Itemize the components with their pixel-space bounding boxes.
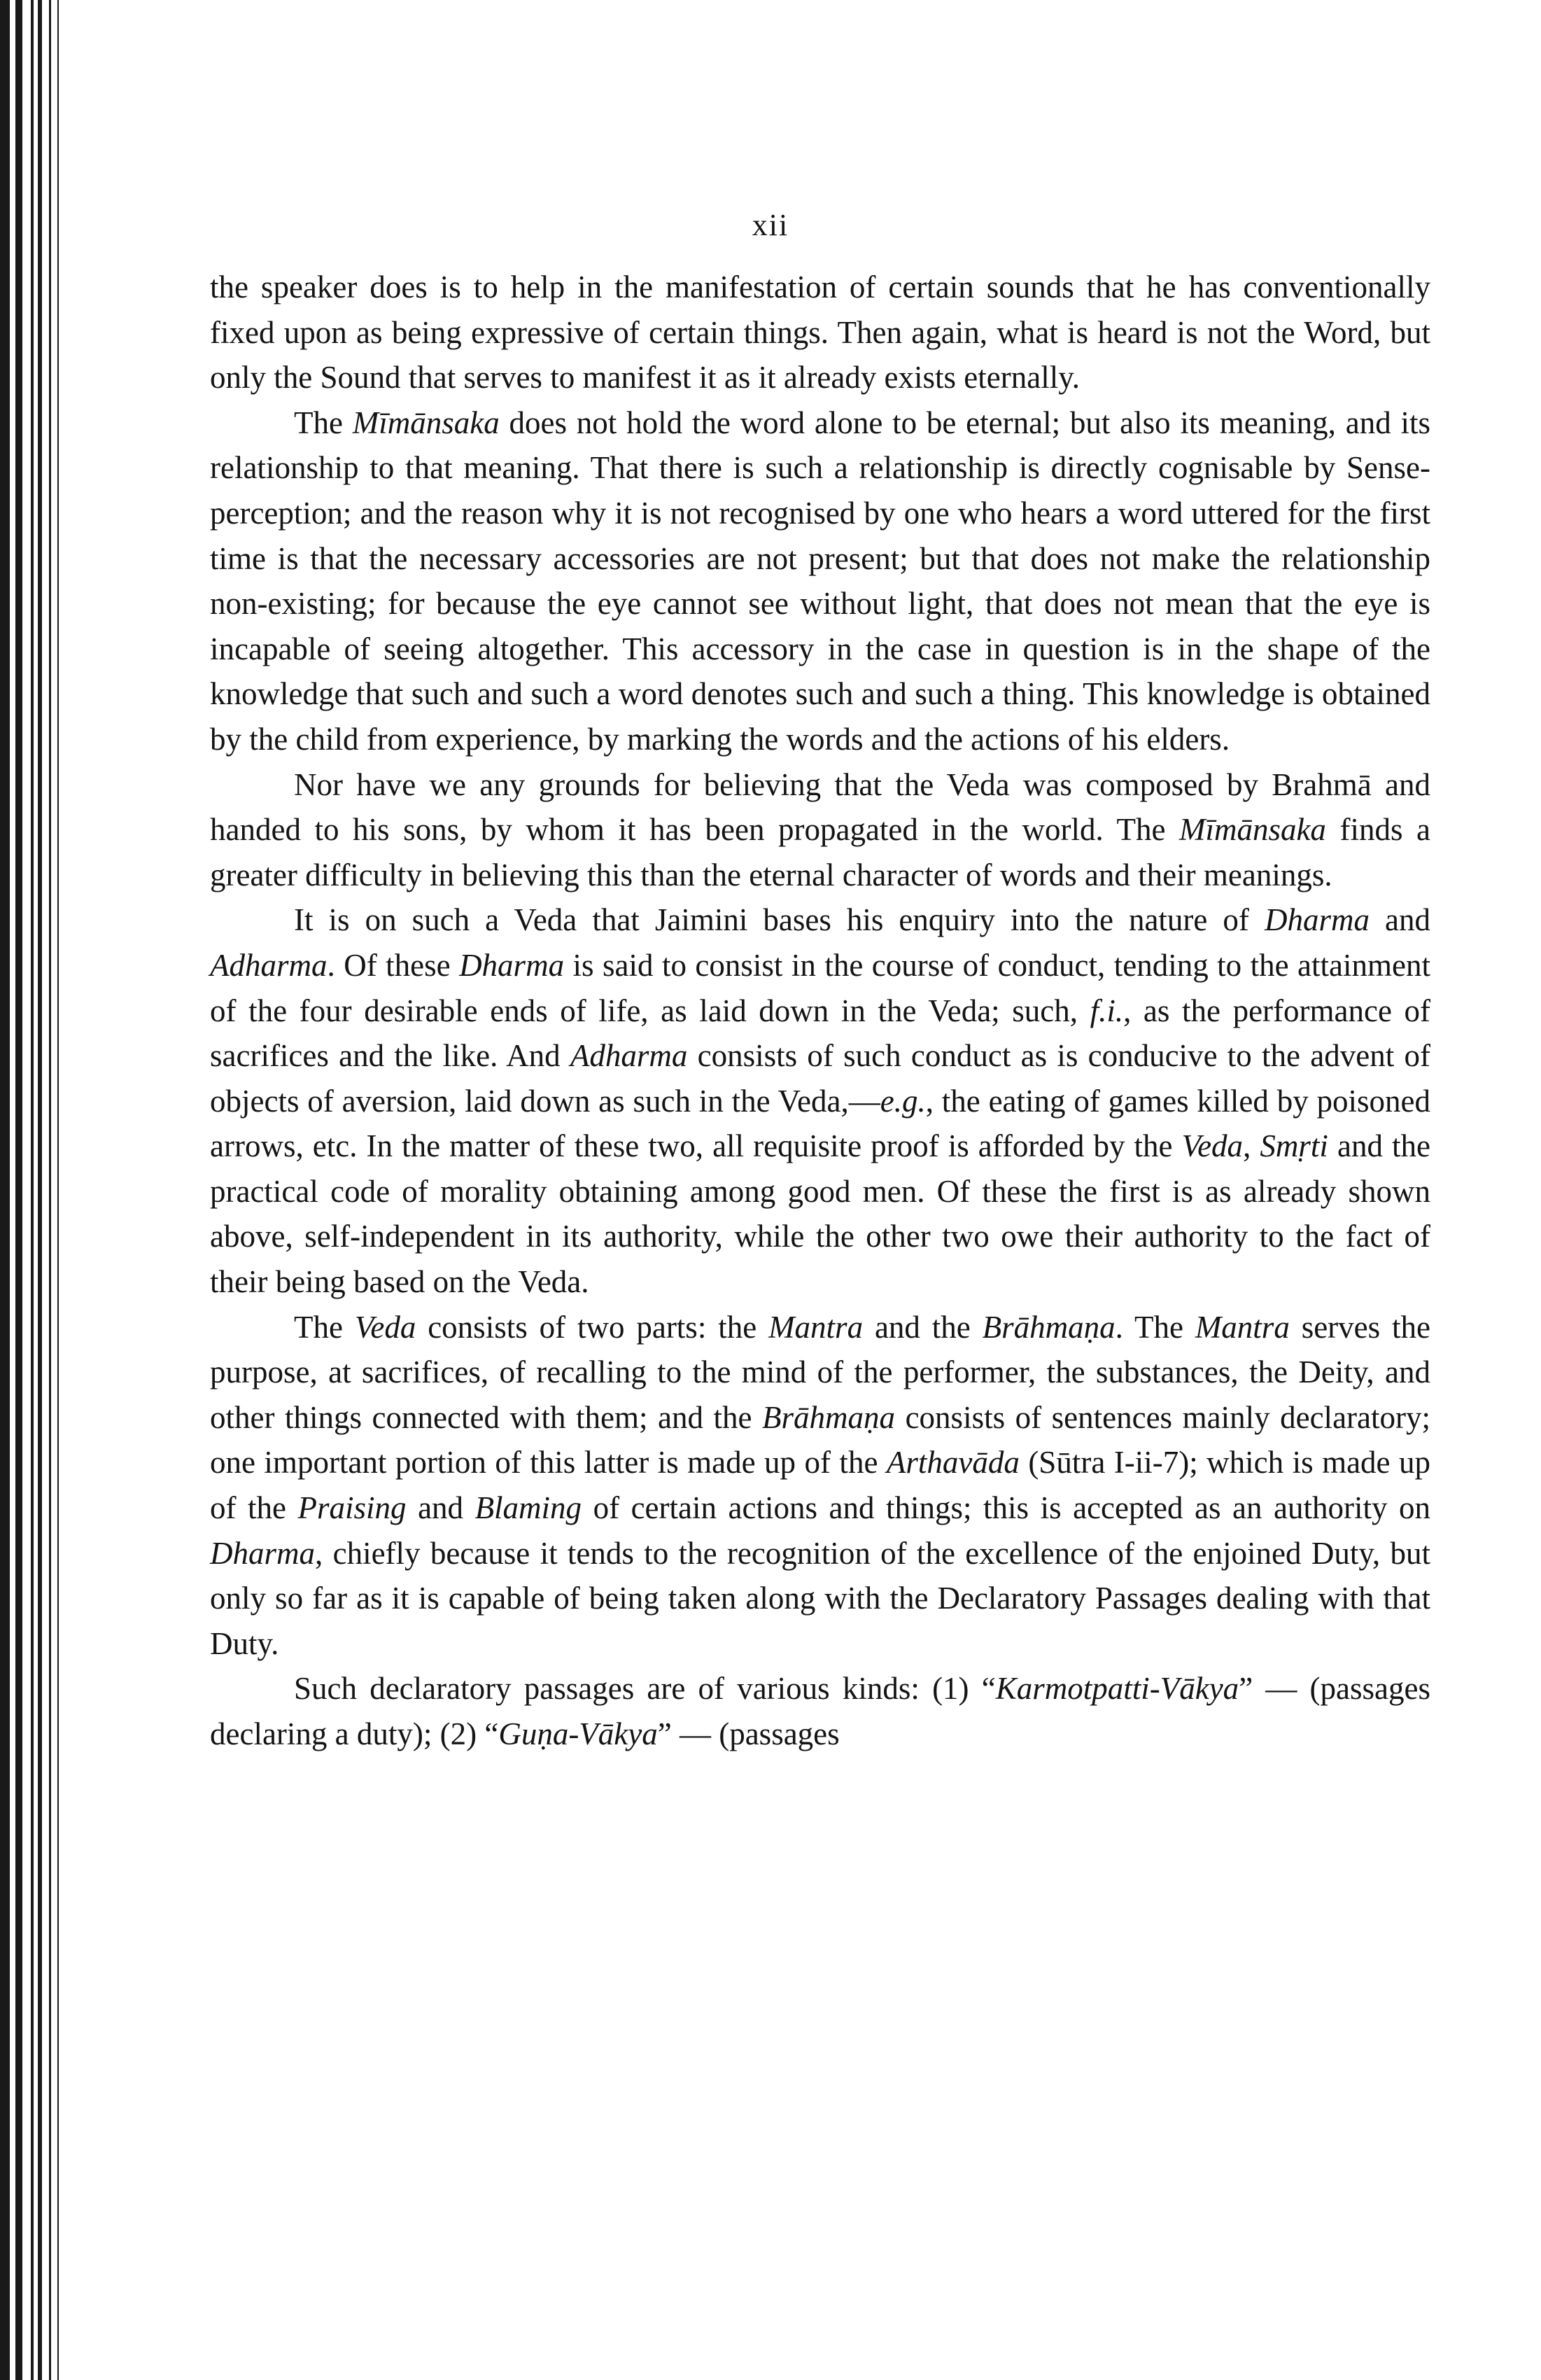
- paragraph-4: It is on such a Veda that Jaimini bases his enquiry into the nature of Dharma and Adharma. Of these Dharma is said to consist in the course of conduct, tending to the attainment of the four desirable ends of life, as laid down in the Veda; such, f.i., as the performance of sacrifices and the like. And Adharma consists of such conduct as is conducive to the advent of objects of aversion, laid down as such in the Veda,—e.g., the eating of games killed by poisoned arrows, etc. In the matter of these two, all requisite proof is afforded by the Veda, Smṛti and the practical code of morality obtaining among good men. Of these the first is as already shown above, self-independent in its authority, while the other two owe their authority to the fact of their being based on the Veda.: [210, 902, 1431, 1300]
- paragraph-5: The Veda consists of two parts: the Mantra and the Brāhmaṇa. The Mantra serves the purpose, at sacrifices, of recalling to the mind of the performer, the substances, the Deity, and other things connected with them; and the Brāhmaṇa consists of sentences mainly declaratory; one important portion of this latter is made up of the Arthavāda (Sūtra I-ii-7); which is made up of the Praising and Blaming of certain actions and things; this is accepted as an authority on Dharma, chiefly because it tends to the recognition of the excellence of the enjoined Duty, but only so far as it is capable of being taken along with the Declaratory Passages dealing with that Duty.: [210, 1309, 1431, 1661]
- paragraph-1: the speaker does is to help in the manifestation of certain sounds that he has conventionally fixed upon as being expressive of certain things. Then again, what is heard is not the Word, but only the Sound that serves to manifest it as it already exists eternally.: [210, 270, 1430, 396]
- book-binding-edge: [0, 0, 64, 2380]
- paragraph-6: Such declaratory passages are of various kinds: (1) “Karmotpatti-Vākya” — (passages declaring a duty); (2) “Guṇa-Vākya” — (passages: [210, 1671, 1430, 1751]
- paragraph-2: The Mīmānsaka does not hold the word alone to be eternal; but also its meaning, and its relationship to that meaning. That there is such a relationship is directly cognisable by Sense-perception; and the reason why it is not recognised by one who hears a word uttered for the first time is that the necessary accessories are not present; but that does not make the relationship non-existing; for because the eye cannot see without light, that does not mean that the eye is incapable of seeing altogether. This accessory in the case in question is in the shape of the knowledge that such and such a word denotes such and such a thing. This knowledge is obtained by the child from experience, by marking the words and the actions of his elders.: [210, 405, 1430, 757]
- body-text: [210, 265, 1430, 1757]
- paragraph-3: Nor have we any grounds for believing that the Veda was composed by Brahmā and handed to his sons, by whom it has been propagated in the world. The Mīmānsaka finds a greater difficulty in believing this than the eternal character of words and their meanings.: [210, 766, 1430, 892]
- page-number: xii: [752, 208, 789, 242]
